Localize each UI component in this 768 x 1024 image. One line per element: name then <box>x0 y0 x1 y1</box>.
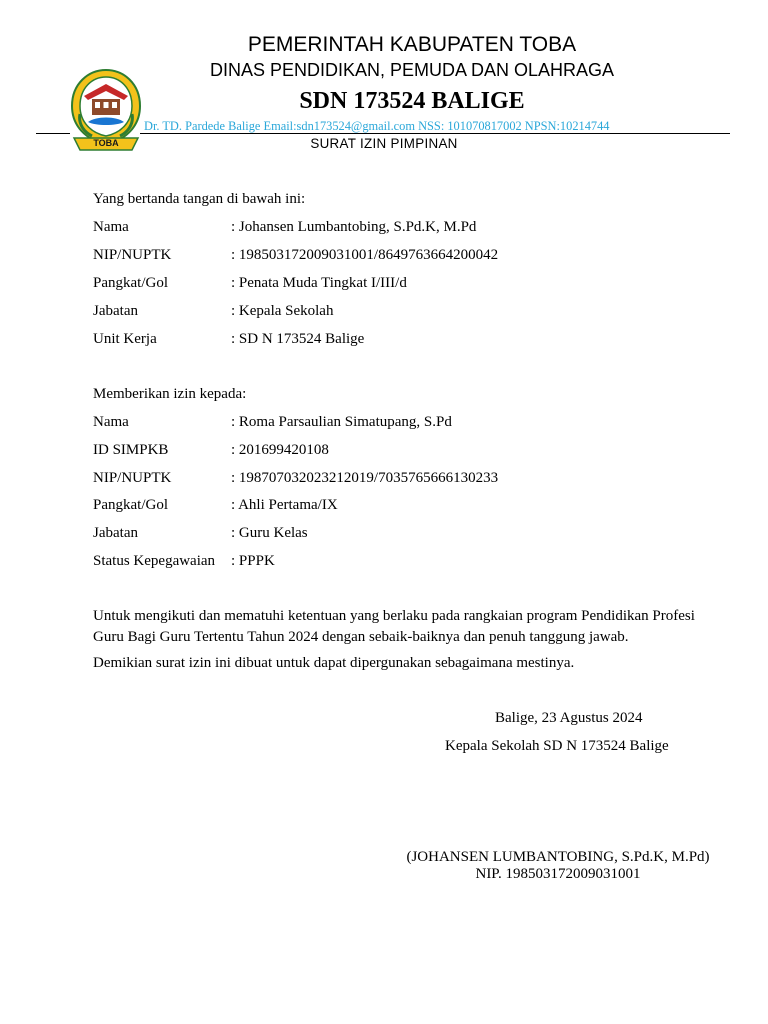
recipient-value-position: : Guru Kelas <box>231 525 308 541</box>
recipient-value-nip: : 198707032023212019/7035765666130233 <box>231 470 499 486</box>
recipient-value-name: : Roma Parsaulian Simatupang, S.Pd <box>231 414 452 430</box>
recipient-value-status: : PPPK <box>231 553 275 569</box>
recipient-label-simpkb: ID SIMPKB <box>93 442 169 458</box>
recipient-label-status: Status Kepegawaian <box>93 553 216 569</box>
signature-nip: NIP. 198503172009031001 <box>475 866 641 882</box>
recipient-label-rank: Pangkat/Gol <box>93 497 168 513</box>
recipient-label-name: Nama <box>93 414 129 430</box>
recipient-label-nip: NIP/NUPTK <box>93 470 172 486</box>
signer-label-name: Nama <box>93 219 129 235</box>
signer-value-nip: : 198503172009031001/8649763664200042 <box>231 247 499 263</box>
signature-place-date: Balige, 23 Agustus 2024 <box>495 710 643 726</box>
signer-label-position: Jabatan <box>93 303 138 319</box>
recipient-value-rank: : Ahli Pertama/IX <box>231 497 338 513</box>
body-paragraph-purpose: Untuk mengikuti dan mematuhi ketentuan yang berlaku pada rangkaian program Pendidikan Profesi Guru Bagi Guru Tertentu Tahun 2024 dengan sebaik-baiknya dan penuh tanggung jawab. <box>93 608 695 645</box>
recipient-label-position: Jabatan <box>93 525 138 541</box>
signer-value-name: : Johansen Lumbantobing, S.Pd.K, M.Pd <box>231 219 477 235</box>
letterhead-divider-right <box>140 133 730 134</box>
signer-value-unit: : SD N 173524 Balige <box>231 331 365 347</box>
signer-label-nip: NIP/NUPTK <box>93 247 172 263</box>
letterhead-department: DINAS PENDIDIKAN, PEMUDA DAN OLAHRAGA <box>209 60 615 80</box>
signer-label-unit: Unit Kerja <box>93 331 157 347</box>
signer-intro: Yang bertanda tangan di bawah ini: <box>93 191 306 207</box>
letterhead-address: Dr. TD. Pardede Balige Email:sdn173524@gmail.com NSS: 101070817002 NPSN:10214744 <box>144 119 610 133</box>
letterhead-school-name: SDN 173524 BALIGE <box>299 88 525 114</box>
signature-position: Kepala Sekolah SD N 173524 Balige <box>445 738 669 754</box>
letterhead-government: PEMERINTAH KABUPATEN TOBA <box>247 33 577 56</box>
signer-value-rank: : Penata Muda Tingkat I/III/d <box>231 275 407 291</box>
signature-name: (JOHANSEN LUMBANTOBING, S.Pd.K, M.Pd) <box>406 849 710 865</box>
signer-value-position: : Kepala Sekolah <box>231 303 334 319</box>
logo-text: TOBA <box>93 138 119 148</box>
body-paragraph-closing: Demikian surat izin ini dibuat untuk dapat dipergunakan sebagaimana mestinya. <box>93 655 575 671</box>
signer-label-rank: Pangkat/Gol <box>93 275 168 291</box>
letterhead-divider-left <box>36 133 70 134</box>
recipient-intro: Memberikan izin kepada: <box>93 386 247 402</box>
recipient-value-simpkb: : 201699420108 <box>231 442 329 458</box>
letter-title: SURAT IZIN PIMPINAN <box>310 136 458 151</box>
